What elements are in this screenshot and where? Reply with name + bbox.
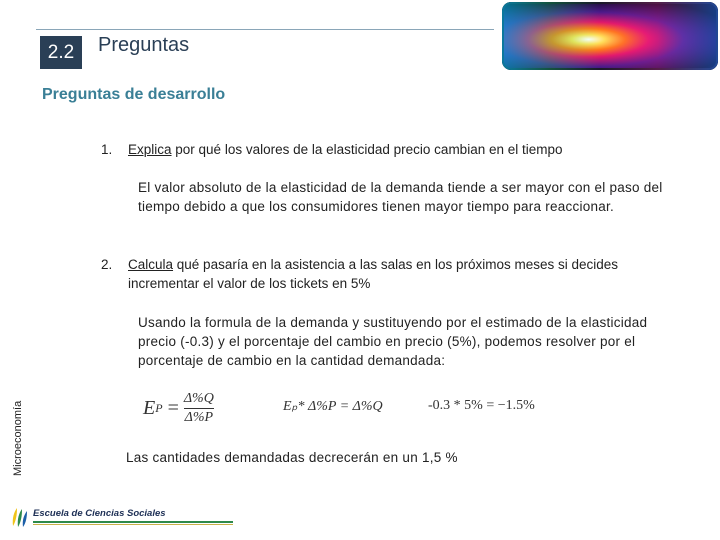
formula-fraction [184,391,214,426]
formula-rearranged: Eₚ* Δ%P = Δ%Q [283,399,383,414]
question-1-verb: Explica [128,142,172,157]
school-logo-icon [10,506,30,528]
formula-lhs: E [143,396,156,419]
side-label: Microeconomía [12,400,24,476]
fraction-bar [184,408,214,409]
formula-equals: = [167,396,179,419]
elasticity-formula [143,388,214,428]
formula-calculation: -0.3 * 5% = −1.5% [428,398,535,413]
question-2-text: qué pasaría en la asistencia a las salas en los próximos meses si decides incrementar el valor de los tickets en 5% [128,257,619,291]
answer-1: El valor absoluto de la elasticidad de la demanda tiende a ser mayor con el paso del tiempo debido a que los consumidores tienen mayor tiempo para reaccionar. [138,180,663,214]
footer-school-name: Escuela de Ciencias Sociales [33,508,166,519]
conclusion-text: Las cantidades demandadas decrecerán en un 1,5 % [126,450,458,465]
header-divider [36,29,494,30]
footer-rule-gold [33,524,233,525]
spectrum-banner-image [502,2,718,70]
answer-2: Usando la formula de la demanda y sustituyendo por el estimado de la elasticidad precio (-0.3) y el porcentaje del cambio en precio (5%), podemos resolver por el porcentaje de cambio en la cantidad demandada: [138,315,648,368]
section-number: 2.2 [47,41,75,63]
question-2-verb: Calcula [128,257,174,272]
section-title: Preguntas [98,34,190,56]
question-1 [101,140,661,159]
footer-rule-green [33,521,233,523]
formula-denominator: Δ%P [184,409,214,425]
subheading: Preguntas de desarrollo [42,86,226,103]
question-1-number: 1. [101,142,113,157]
question-2 [101,255,661,291]
formula-numerator: Δ%Q [183,390,214,406]
section-number-badge [40,36,82,69]
question-2-number: 2. [101,257,113,272]
question-1-text: por qué los valores de la elasticidad precio cambian en el tiempo [171,142,563,157]
formula-lhs-subscript: P [155,400,163,415]
